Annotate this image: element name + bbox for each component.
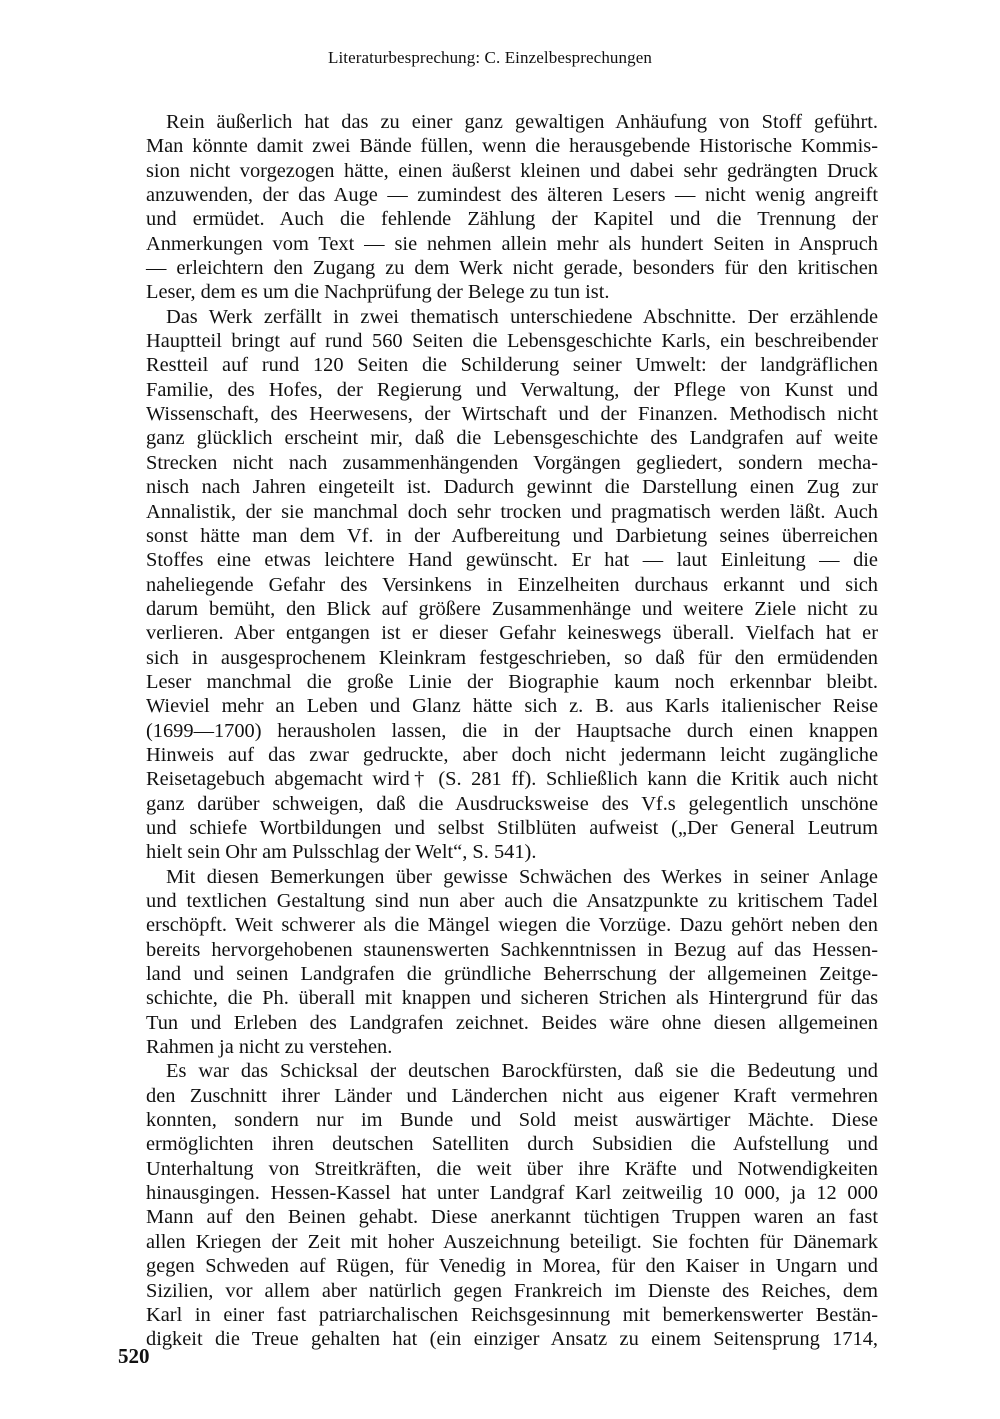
text-line: schichte, die Ph. überall mit knappen und sicheren Strichen als Hintergrund für das [146, 987, 878, 1010]
text-line: Unterhaltung von Streitkräften, die weit über ihre Kräfte und Notwendigkeiten [146, 1157, 878, 1180]
text-line: anzuwenden, der das Auge — zumindest des älteren Lesers — nicht wenig angreift [146, 184, 878, 207]
text-line: den Zuschnitt ihrer Länder und Länderchen nicht aus eigener Kraft vermehren [146, 1084, 878, 1107]
text-line: — erleichtern den Zugang zu dem Werk nicht gerade, besonders für den kritischen [146, 257, 878, 280]
text-line: Familie, des Hofes, der Regierung und Verwaltung, der Pflege von Kunst und [146, 378, 878, 401]
text-line: und ermüdet. Auch die fehlende Zählung der Kapitel und die Trennung der [146, 208, 878, 231]
text-line: Annalistik, der sie manchmal doch sehr trocken und pragmatisch werden läßt. Auch [146, 500, 878, 523]
text-line: Das Werk zerfällt in zwei thematisch unterschiedene Abschnitte. Der erzählende [166, 305, 878, 328]
text-line: Rahmen ja nicht zu verstehen. [146, 1036, 393, 1059]
page-number: 520 [118, 1344, 150, 1368]
text-line: Wieviel mehr an Leben und Glanz hätte sich z. B. aus Karls italienischer Reise [146, 695, 878, 718]
text-line: Hauptteil bringt auf rund 560 Seiten die Lebensgeschichte Karls, ein beschreibender [146, 330, 878, 353]
text-line: und schiefe Wortbildungen und selbst Stilblüten aufweist („Der General Leutrum [146, 816, 878, 839]
text-line: Wissenschaft, des Heerwesens, der Wirtschaft und der Finanzen. Methodisch nicht [146, 403, 878, 426]
paragraph-1 [146, 110, 878, 305]
text-line: Anmerkungen vom Text — sie nehmen allein mehr als hundert Seiten in Anspruch [146, 232, 878, 255]
body-text [146, 110, 878, 1352]
text-line: Karl in einer fast patriarchalischen Reichsgesinnung mit bemerkenswerter Bestän- [146, 1303, 878, 1326]
text-line: ermöglichten ihren deutschen Satelliten durch Subsidien die Aufstellung und [146, 1133, 878, 1156]
text-line: Tun und Erleben des Landgrafen zeichnet. Beides wäre ohne diesen allgemeinen [146, 1011, 878, 1034]
text-line: Sizilien, vor allem aber natürlich gegen Frankreich im Dienste des Reiches, dem [146, 1279, 878, 1302]
text-line: hielt sein Ohr am Pulsschlag der Welt“, S. 541). [146, 841, 537, 864]
text-line: hinausgingen. Hessen-Kassel hat unter Landgraf Karl zeitweilig 10 000, ja 12 000 [146, 1182, 878, 1205]
text-line: Hinweis auf das zwar gedruckte, aber doch nicht jedermann leicht zugängliche [146, 743, 878, 766]
text-line: Mit diesen Bemerkungen über gewisse Schwächen des Werkes in seiner Anlage [166, 865, 878, 888]
text-line: sonst hätte man dem Vf. in der Aufbereitung und Darbietung seines überreichen [146, 524, 878, 547]
running-header: Literaturbesprechung: C. Einzelbesprechungen [328, 48, 652, 67]
text-line: Leser manchmal die große Linie der Biographie kaum noch erkennbar bleibt. [146, 670, 878, 693]
text-line: erschöpft. Weit schwerer als die Mängel wiegen die Vorzüge. Dazu gehört neben den [146, 914, 878, 937]
text-line: naheliegende Gefahr des Versinkens in Einzelheiten durchaus erkannt und sich [146, 573, 878, 596]
text-line: Leser, dem es um die Nachprüfung der Belege zu tun ist. [146, 281, 610, 304]
text-line: (1699—1700) herausholen lassen, die in der Hauptsache durch einen knappen [146, 719, 878, 742]
paragraph-4 [146, 1059, 878, 1351]
text-line: sion nicht vorgezogen hätte, einen äußerst kleinen und dabei sehr gedrängten Druck [146, 159, 878, 182]
text-line: Restteil auf rund 120 Seiten die Schilderung seiner Umwelt: der landgräflichen [146, 354, 878, 377]
text-line: konnten, sondern nur im Bunde und Sold meist auswärtiger Mächte. Diese [146, 1109, 878, 1132]
text-line: und textlichen Gestaltung sind nun aber auch die Ansatzpunkte zu kritischem Tadel [146, 890, 878, 912]
text-line: ganz glücklich erscheint mir, daß die Lebensgeschichte des Landgrafen auf weite [146, 427, 878, 450]
text-line: digkeit die Treue gehalten hat (ein einziger Ansatz zu einem Seitensprung 1714, [146, 1328, 878, 1351]
text-line: gegen Schweden auf Rügen, für Venedig in Morea, für den Kaiser in Ungarn und [146, 1255, 878, 1278]
text-line: bereits hervorgehobenen staunenswerten Sachkenntnissen in Bezug auf das Hessen- [146, 938, 878, 961]
text-line: sich in ausgesprochenem Kleinkram festgeschrieben, so daß für den ermüdenden [146, 646, 878, 669]
text-line: nisch nach Jahren eingeteilt ist. Dadurch gewinnt die Darstellung einen Zug zur [146, 476, 878, 499]
paragraph-2 [146, 305, 878, 865]
text-line: darum bemüht, den Blick auf größere Zusammenhänge und weitere Ziele nicht zu [146, 597, 878, 620]
paragraph-3 [146, 865, 878, 1060]
text-line: Reisetagebuch abgemacht wird† (S. 281 ff). Schließlich kann die Kritik auch nicht [146, 768, 878, 791]
text-line: land und seinen Landgrafen die gründliche Beherrschung der allgemeinen Zeitge- [146, 963, 878, 986]
text-line: Mann auf den Beinen gehabt. Diese anerkannt tüchtigen Truppen waren an fast [146, 1206, 878, 1229]
text-line: allen Kriegen der Zeit mit hoher Auszeichnung beteiligt. Sie fochten für Dänemark [146, 1230, 878, 1253]
text-line: Man könnte damit zwei Bände füllen, wenn die herausgebende Historische Kommis- [146, 135, 878, 158]
text-line: ganz darüber schweigen, daß die Ausdrucksweise des Vf.s gelegentlich unschöne [146, 792, 878, 815]
text-line: Stoffes eine etwas leichtere Hand gewünscht. Er hat — laut Einleitung — die [146, 549, 878, 572]
text-line: verlieren. Aber entgangen ist er dieser Gefahr keineswegs überall. Vielfach hat er [146, 622, 878, 645]
text-line: Rein äußerlich hat das zu einer ganz gewaltigen Anhäufung von Stoff geführt. [166, 111, 878, 133]
text-line: Strecken nicht nach zusammenhängenden Vorgängen gegliedert, sondern mecha- [146, 451, 878, 474]
text-line: Es war das Schicksal der deutschen Barockfürsten, daß sie die Bedeutung und [166, 1060, 878, 1083]
